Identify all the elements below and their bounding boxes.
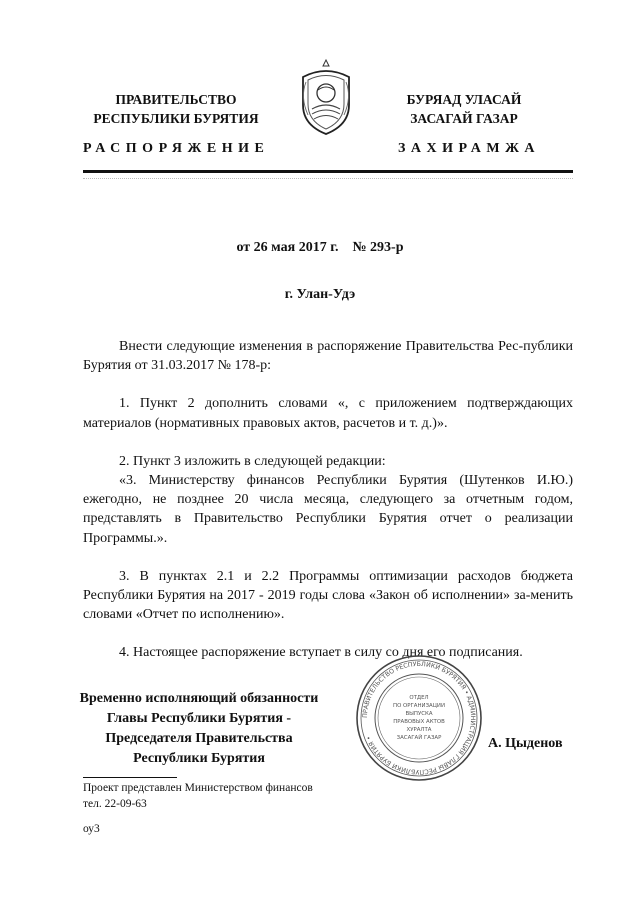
header-dotted-divider xyxy=(83,178,573,179)
body-paragraph-item-2-quote: «3. Министерству финансов Республики Бурятия (Шутенков И.Ю.) ежегодно, не позднее 20 числа месяца, следующего за отчетным годом, представлять в Правительство Республики Бурятия отчет о реализации Программы.». xyxy=(83,473,573,546)
stamp-center-line: ПО ОРГАНИЗАЦИИ xyxy=(393,703,445,709)
footer-phone: тел. 22-09-63 xyxy=(83,798,147,810)
stamp-center-line: ЗАСАГАЙ ГАЗАР xyxy=(396,735,442,741)
document-city: г. Улан-Удэ xyxy=(284,287,356,302)
footer-note: Проект представлен Министерством финансов xyxy=(83,782,313,794)
official-stamp-icon xyxy=(354,653,484,783)
footer-code: оу3 xyxy=(83,823,100,835)
signatory-title-line: Председателя Правительства xyxy=(105,731,293,746)
signatory-title-line: Главы Республики Бурятия - xyxy=(106,711,292,726)
header-left-line1: ПРАВИТЕЛЬСТВО xyxy=(115,92,237,107)
coat-of-arms-icon xyxy=(296,57,356,137)
stamp-center-line: ПРАВОВЫХ АКТОВ xyxy=(393,719,445,725)
body-paragraph-intro: Внести следующие изменения в распоряжение Правительства Рес-публики Бурятия от 31.03.2017 № 178-р: xyxy=(83,339,573,374)
body-paragraph-item-1: 1. Пункт 2 дополнить словами «, с приложением подтверждающих материалов (нормативных правовых актов, расчетов и т. д.)». xyxy=(83,396,573,431)
signatory-name: А. Цыденов xyxy=(488,736,563,751)
header-left-org-name xyxy=(60,90,292,128)
signatory-title-line: Временно исполняющий обязанности xyxy=(79,691,319,706)
body-paragraph-item-4: 4. Настоящее распоряжение вступает в силу со дня его подписания. xyxy=(119,645,523,661)
stamp-center-line: ОТДЕЛ xyxy=(409,695,429,701)
header-right-line2: ЗАСАГАЙ ГАЗАР xyxy=(410,111,518,126)
signatory-title-line: Республики Бурятия xyxy=(133,751,265,766)
header-right-line1: БУРЯАД УЛАСАЙ xyxy=(406,92,522,107)
footer-divider xyxy=(83,777,177,778)
header-right-org-name xyxy=(366,90,562,128)
document-date-number xyxy=(0,240,640,256)
stamp-ring-text: ПРАВИТЕЛЬСТВО РЕСПУБЛИКИ БУРЯТИЯ • АДМИНИСТРАЦИЯ ГЛАВЫ РЕСПУБЛИКИ БУРЯТИЯ • xyxy=(361,660,477,776)
document-type-bua: ЗАХИРАМЖА xyxy=(398,141,541,156)
signatory-title xyxy=(60,689,338,769)
stamp-center-line: ВЫПУСКА xyxy=(405,711,433,717)
document-type-ru: РАСПОРЯЖЕНИЕ xyxy=(83,141,270,156)
body-paragraph-item-2: 2. Пункт 3 изложить в следующей редакции: xyxy=(119,453,386,469)
document-body xyxy=(83,337,573,663)
body-paragraph-item-3: 3. В пунктах 2.1 и 2.2 Программы оптимизации расходов бюджета Республики Бурятия на 2017 - 2019 годы слова «Закон об исполнении» за-менить словами «Отчет по исполнению». xyxy=(83,568,573,623)
header-left-line2: РЕСПУБЛИКИ БУРЯТИЯ xyxy=(93,111,259,126)
stamp-center-line: ХУРАЛТА xyxy=(406,727,432,733)
date-number-text: от 26 мая 2017 г. № 293-р xyxy=(236,240,404,255)
header-divider xyxy=(83,170,573,173)
